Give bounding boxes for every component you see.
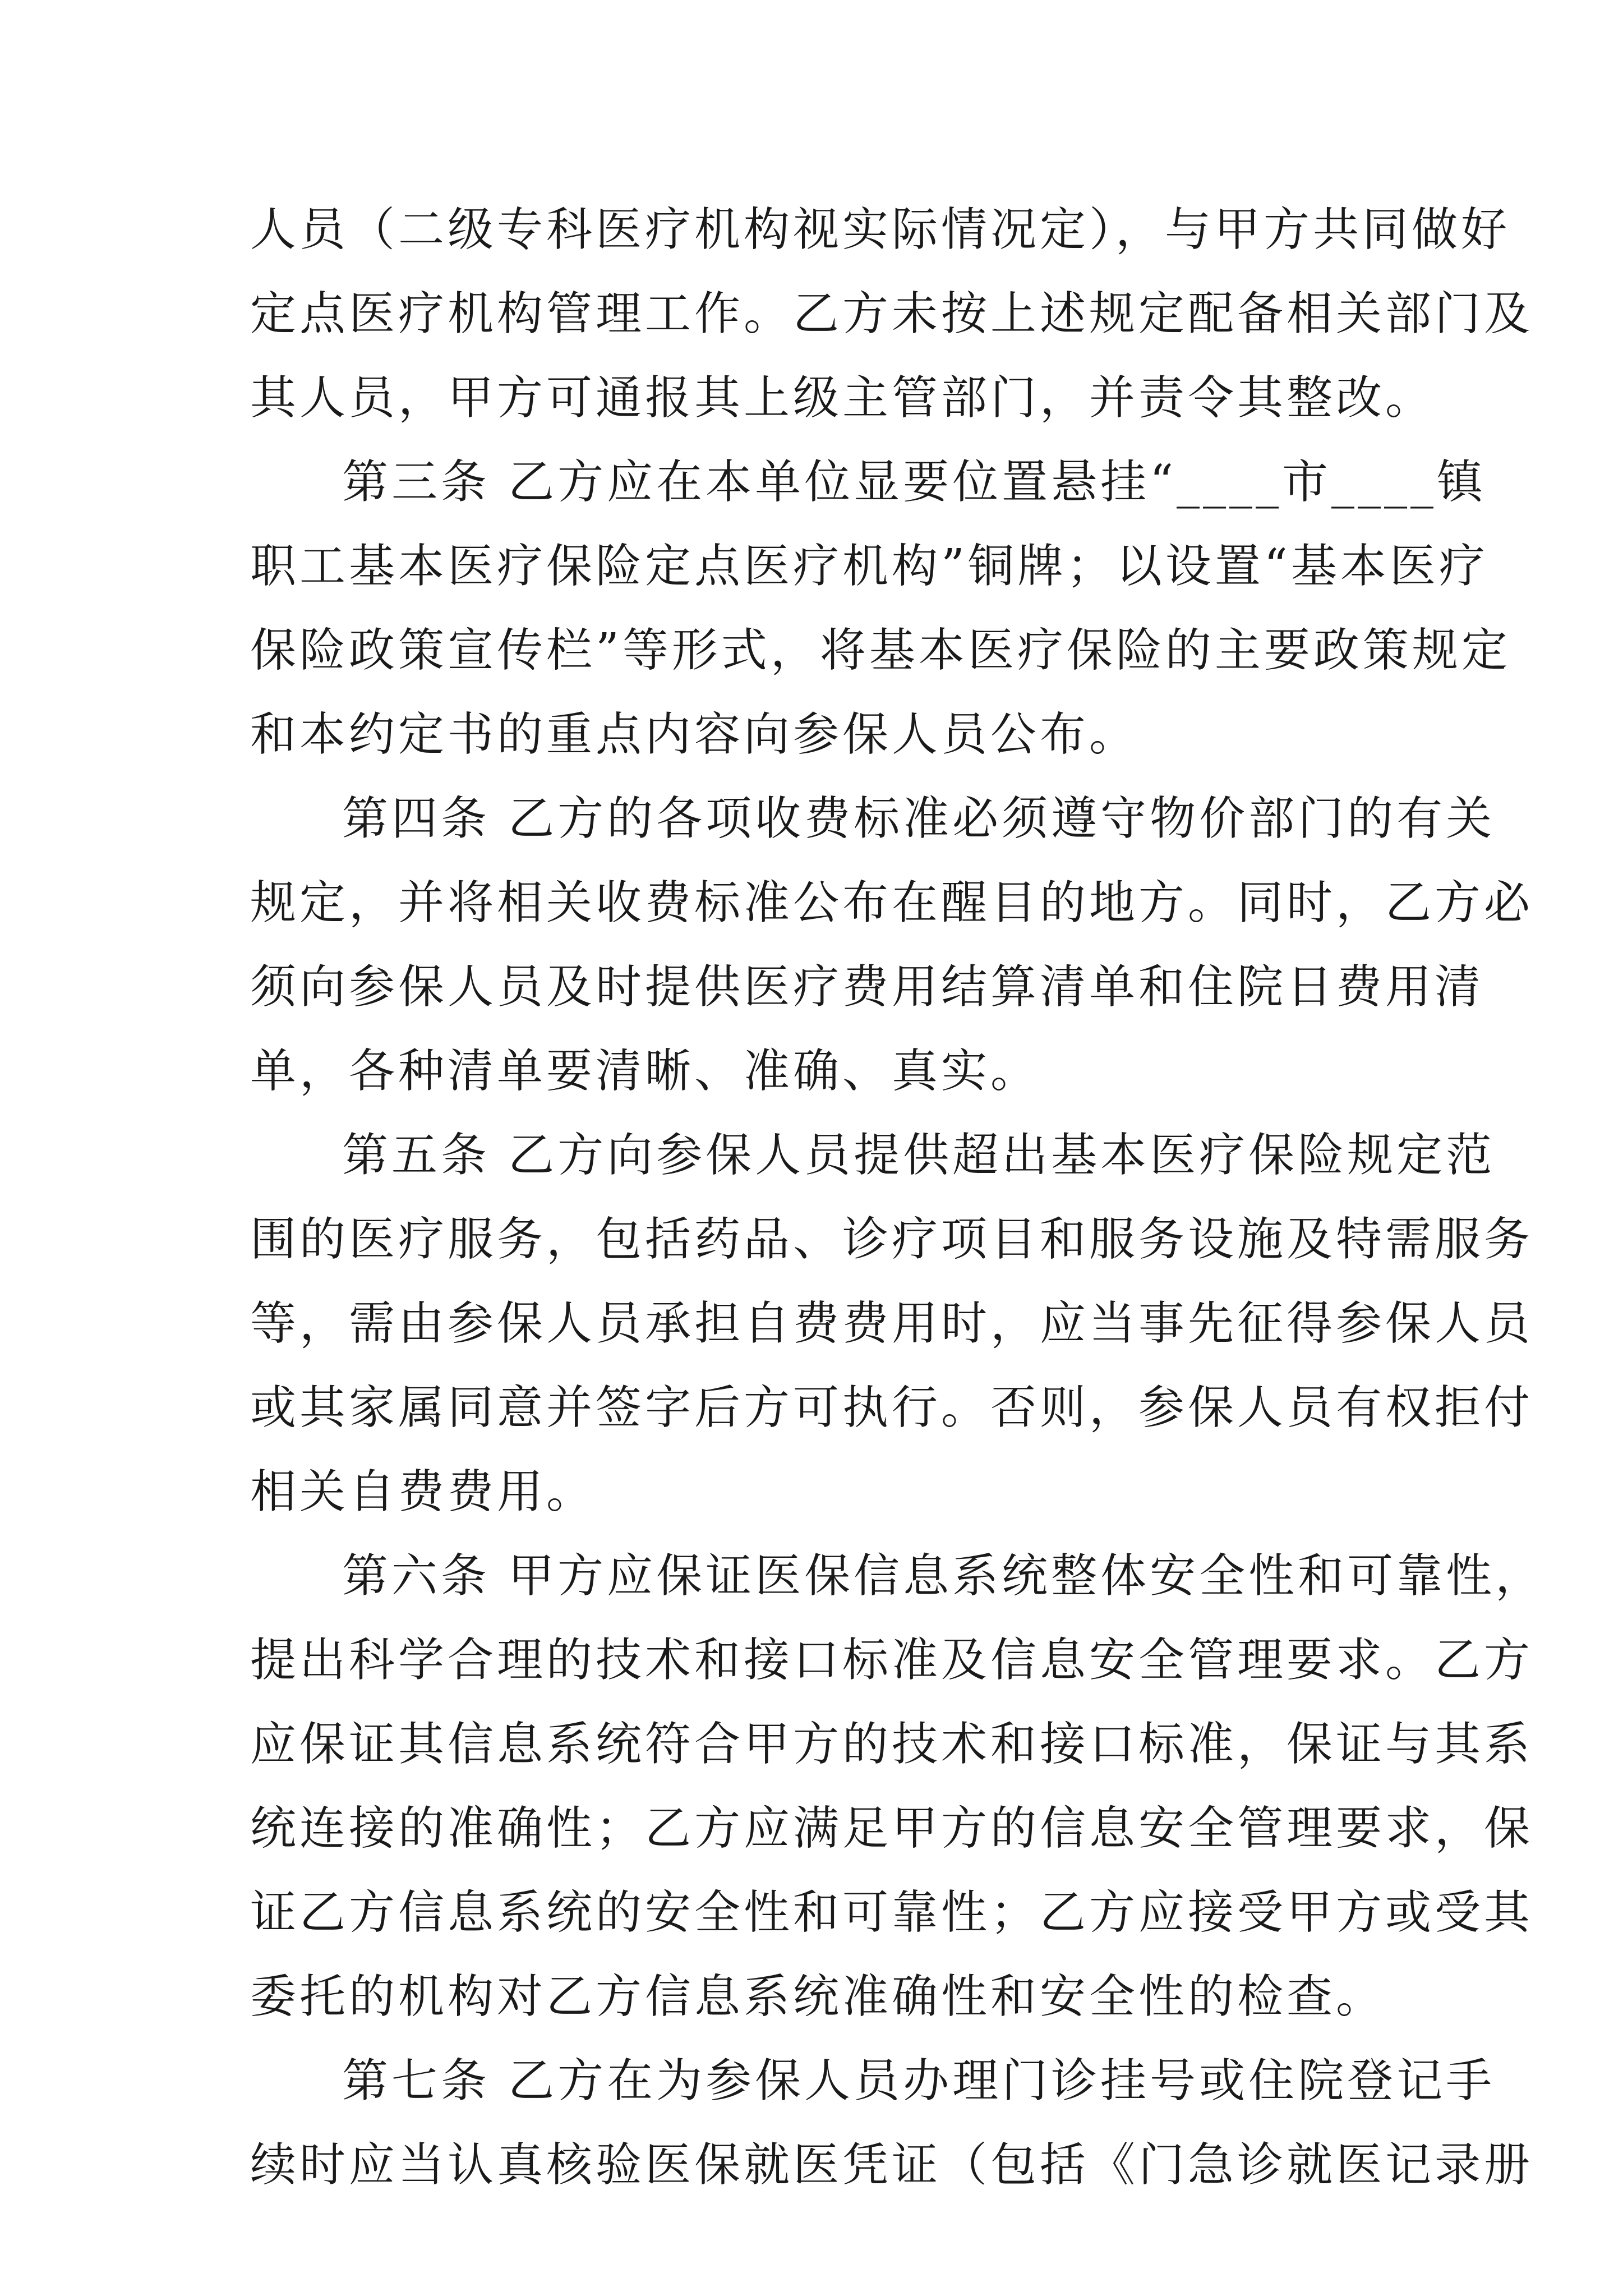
text-line: 和本约定书的重点内容向参保人员公布。 [250, 708, 1139, 761]
article-5-first-line: 第五条 乙方向参保人员提供超出基本医疗保险规定范 [342, 1129, 1496, 1182]
text-line: 委托的机构对乙方信息系统准确性和安全性的检查。 [250, 1970, 1386, 2023]
text-line: 人员（二级专科医疗机构视实际情况定），与甲方共同做好 [250, 203, 1511, 256]
text-line: 规定，并将相关收费标准公布在醒目的地方。同时，乙方必 [250, 876, 1534, 930]
text-line: 续时应当认真核验医保就医凭证（包括《门急诊就医记录册 [250, 2138, 1534, 2192]
article-6-first-line: 第六条 甲方应保证医保信息系统整体安全性和可靠性， [342, 1549, 1545, 1603]
text-line: 职工基本医疗保险定点医疗机构”铜牌；以设置“基本医疗 [250, 540, 1488, 593]
text-line: 统连接的准确性；乙方应满足甲方的信息安全管理要求，保 [250, 1802, 1534, 1855]
text-line: 提出科学合理的技术和接口标准及信息安全管理要求。乙方 [250, 1634, 1534, 1687]
text-line: 单，各种清单要清晰、准确、真实。 [250, 1045, 1040, 1098]
text-line: 应保证其信息系统符合甲方的技术和接口标准，保证与其系 [250, 1718, 1534, 1771]
text-line: 等，需由参保人员承担自费费用时，应当事先征得参保人员 [250, 1297, 1534, 1350]
text-line: 其人员，甲方可通报其上级主管部门，并责令其整改。 [250, 371, 1435, 425]
text-line: 保险政策宣传栏”等形式，将基本医疗保险的主要政策规定 [250, 624, 1511, 677]
text-line: 证乙方信息系统的安全性和可靠性；乙方应接受甲方或受其 [250, 1886, 1534, 1939]
article-4-first-line: 第四条 乙方的各项收费标准必须遵守物价部门的有关 [342, 792, 1496, 845]
text-line: 定点医疗机构管理工作。乙方未按上述规定配备相关部门及 [250, 287, 1534, 341]
text-line: 围的医疗服务，包括药品、诊疗项目和服务设施及特需服务 [250, 1213, 1534, 1266]
text-line: 相关自费费用。 [250, 1465, 596, 1519]
article-3-first-line: 第三条 乙方应在本单位显要位置悬挂“____市____镇 [342, 455, 1486, 509]
article-7-first-line: 第七条 乙方在为参保人员办理门诊挂号或住院登记手 [342, 2054, 1496, 2108]
text-line: 须向参保人员及时提供医疗费用结算清单和住院日费用清 [250, 960, 1484, 1014]
document-body [250, 188, 1545, 2207]
text-line: 或其家属同意并签字后方可执行。否则，参保人员有权拒付 [250, 1381, 1534, 1434]
